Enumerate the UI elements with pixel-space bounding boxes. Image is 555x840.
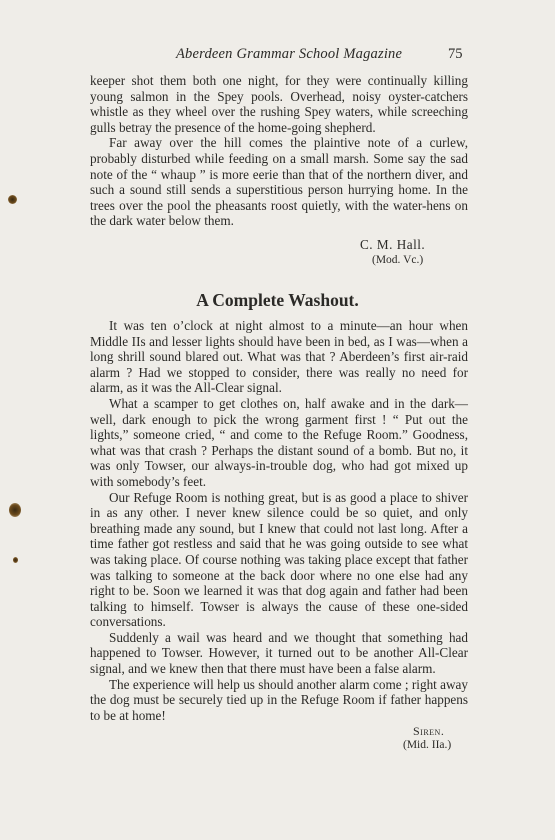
paragraph: Our Refuge Room is nothing great, but is as good a place to shiver in as any other. I never knew silence could be so quiet, and only breathing made any sound, but I knew that could not last long. After a time father got restless and said that he was going outside to see what was taking place. Of course nothing was taking place except that father was talking to someone at the back door where no one else had any right to be. Soon we learned it was that dog again and father had been talking to himself. Towser is always the cause of these one-sided conversations. [90, 489, 468, 630]
previous-article-author: C. M. Hall. [360, 237, 426, 252]
paragraph: Suddenly a wail was heard and we thought that something had happened to Towser. However, it turned out to be another All-Clear signal, and we knew then that there must have been a false alarm. [90, 629, 468, 677]
binding-hole-icon [13, 557, 18, 563]
paragraph: What a scamper to get clothes on, half awake and in the dark—well, dark enough to pick the wrong garment first ! “ Put out the lights,” someone cried, “ and come to the Refuge Room.” Goodness, what was that crash ? Perhaps the distant sound of a bomb. But no, it was only Towser, our always-in-trouble dog, who had got mixed up with somebody’s feet. [90, 395, 468, 489]
page-header [0, 46, 555, 66]
paragraph: It was ten o’clock at night almost to a minute—an hour when Middle IIs and lesser lights should have been in bed, as I was—when a long shrill sound blared out. What was that ? Aberdeen’s first air-raid alarm ? Had we stopped to consider, there was really no need for alarm, as it was the All-Clear signal. [90, 318, 468, 396]
article-text [90, 318, 468, 723]
page-number: 75 [448, 46, 463, 62]
previous-article-author-form: (Mod. Vc.) [372, 254, 424, 266]
article-title: A Complete Washout. [196, 290, 359, 310]
binding-hole-icon [8, 195, 17, 204]
paragraph: Far away over the hill comes the plaintive note of a curlew, probably disturbed while feeding on a small marsh. Some say the sad note of the “ whaup ” is more eerie than that of the northern diver, and such a sound still sends a superstitious person hurrying home. In the trees over the pool the pheasants roost quietly, with the water-hens on the dark water below them. [90, 135, 468, 229]
previous-article-text [90, 73, 468, 229]
paragraph: keeper shot them both one night, for they were continually killing young salmon in the Spey pools. Overhead, noisy oyster-catchers whistle as they wheel over the rushing Spey waters, while screeching gulls betray the presence of the home-going shepherd. [90, 73, 468, 135]
paragraph: The experience will help us should another alarm come ; right away the dog must be securely tied up in the Refuge Room if father happens to be at home! [90, 676, 468, 723]
running-title: Aberdeen Grammar School Magazine [176, 46, 403, 62]
binding-hole-icon [9, 503, 21, 517]
article-author: Siren. [413, 724, 445, 738]
article-author-form: (Mid. IIa.) [403, 739, 452, 751]
